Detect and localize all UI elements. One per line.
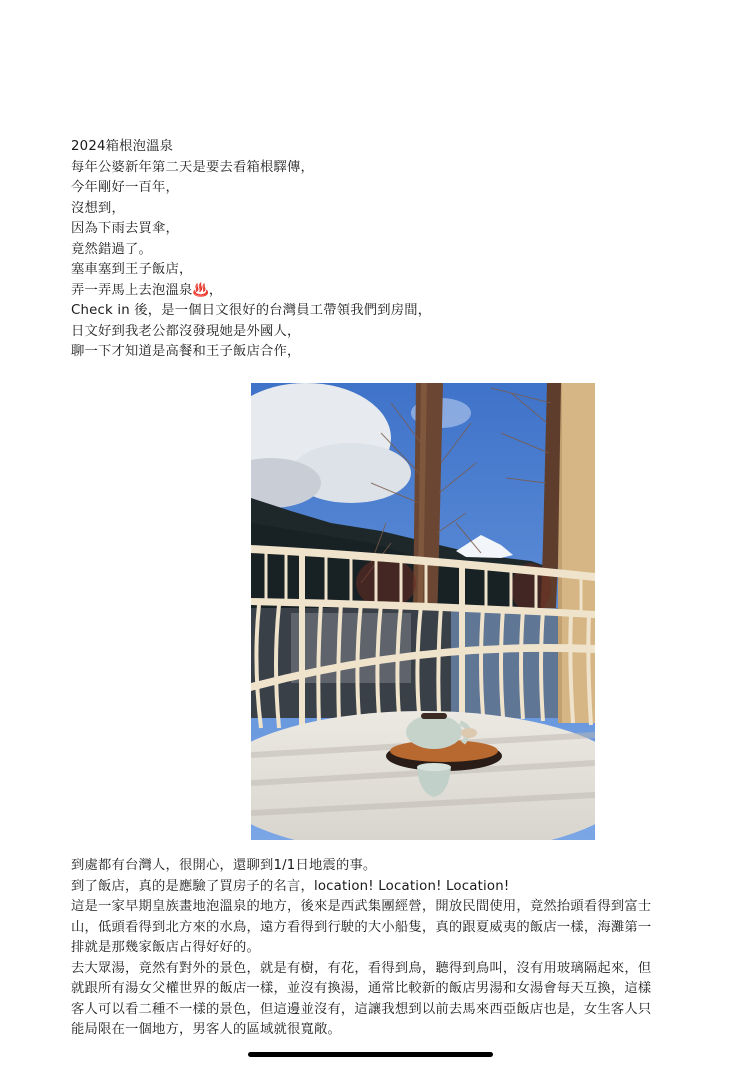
post-title: 2024箱根泡溫泉 [71, 139, 174, 154]
post-photo-fuji-balcony[interactable] [251, 383, 595, 840]
post-line: 每年公婆新年第二天是要去看箱根驛傳， [71, 159, 314, 175]
post-line: Check in 後，是一個日文很好的台灣員工帶領我們到房間， [71, 303, 432, 318]
post-body-text [71, 856, 663, 1041]
post-paragraph: 到了飯店，真的是應驗了買房子的名言，location! Location! Location! [71, 878, 510, 894]
post-line-text: 弄一弄馬上去泡溫泉 [71, 282, 193, 298]
post-line: 沒想到， [71, 200, 125, 216]
post-line: 日文好到我老公都沒發現她是外國人， [71, 323, 301, 339]
post-intro-text [71, 137, 671, 363]
post-paragraph: 這是一家早期皇族畫地泡溫泉的地方，後來是西武集團經營，開放民間使用，竟然抬頭看得到富士山，低頭看得到北方來的水鳥，遠方看得到行駛的大小船隻，真的跟夏威夷的飯店一樣，海灘第一排就是那幾家飯店占得好好的。 [71, 899, 652, 955]
post-line: 聊一下才知道是高餐和王子飯店合作， [71, 344, 301, 359]
post-line-suffix: ， [208, 282, 223, 298]
hot-spring-icon: ♨️ [192, 282, 209, 298]
post-line: 因為下雨去買傘， [71, 221, 179, 236]
photo-illustration [251, 383, 595, 840]
post-line [71, 281, 671, 302]
post-line: 塞車塞到王子飯店， [71, 262, 193, 277]
post-paragraph: 到處都有台灣人，很開心，還聊到1/1日地震的事。 [71, 858, 377, 873]
post-line: 竟然錯過了。 [71, 241, 152, 257]
post-line: 今年剛好一百年， [71, 180, 179, 195]
post-paragraph: 去大眾湯，竟然有對外的景色，就是有樹，有花，看得到鳥，聽得到鳥叫，沒有用玻璃隔起來，但就跟所有湯女父權世界的飯店一樣，並沒有換湯，通常比較新的飯店男湯和女湯會每天互換，這樣客人可以看二種不一樣的景色，但這邊並沒有，這讓我想到以前去馬來西亞飯店也是，女生客人只能局限在一個地方，男客人的區域就很寬敞。 [71, 960, 652, 1037]
home-indicator[interactable] [248, 1052, 493, 1057]
